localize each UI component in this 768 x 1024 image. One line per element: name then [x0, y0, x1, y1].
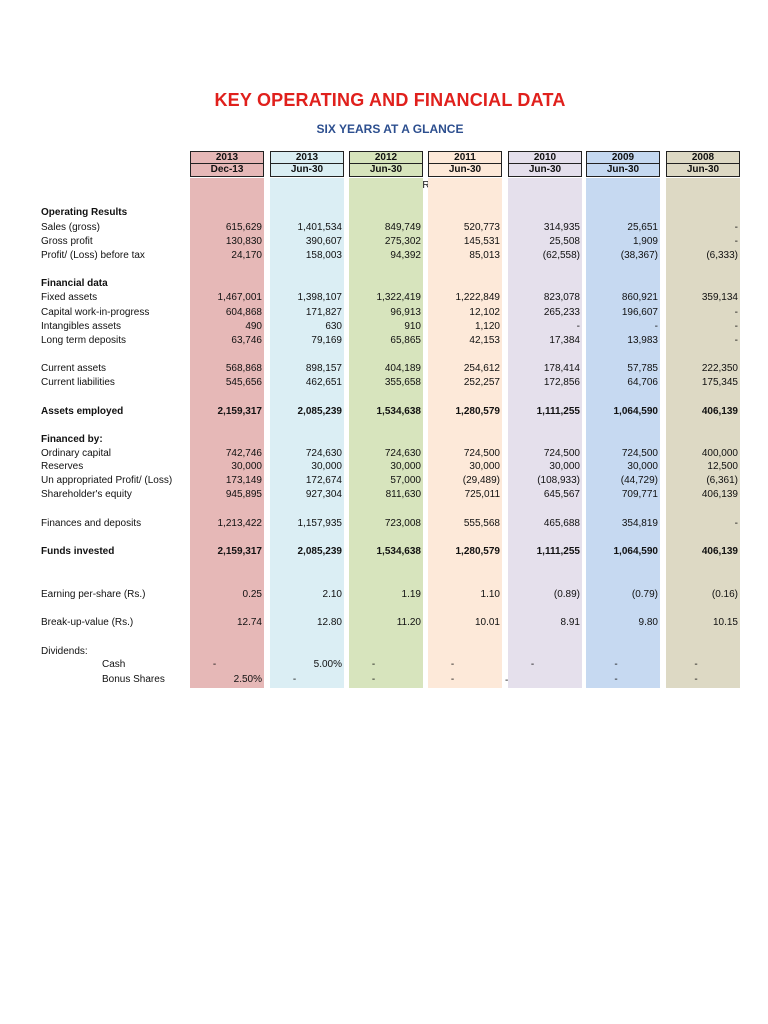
- table-cell: 604,868: [225, 307, 262, 318]
- table-cell: 860,921: [621, 292, 658, 303]
- table-cell: (6,361): [706, 475, 738, 486]
- table-cell: 173,149: [225, 475, 262, 486]
- table-cell: 252,257: [463, 377, 500, 388]
- table-cell: 25,651: [627, 222, 658, 233]
- row-label: Intangibles assets: [41, 321, 122, 332]
- table-cell: 175,345: [701, 377, 738, 388]
- column-period-4: Jun-30: [508, 164, 582, 177]
- table-cell: 0.25: [242, 589, 262, 600]
- table-cell: 13,983: [627, 335, 658, 346]
- table-cell: 10.15: [712, 617, 738, 628]
- table-cell: 1,213,422: [217, 518, 262, 529]
- row-label: Un appropriated Profit/ (Loss): [41, 475, 173, 486]
- table-cell: 462,651: [305, 377, 342, 388]
- table-cell: (6,333): [706, 250, 738, 261]
- table-cell: 630: [325, 321, 342, 332]
- table-cell: (0.79): [631, 589, 658, 600]
- table-cell: 2,159,317: [217, 546, 262, 557]
- table-cell: 945,895: [225, 489, 262, 500]
- table-cell: 404,189: [384, 363, 421, 374]
- table-cell: (0.89): [553, 589, 580, 600]
- column-year-0: 2013: [190, 151, 264, 164]
- column-period-3: Jun-30: [428, 164, 502, 177]
- row-label: Shareholder's equity: [41, 489, 132, 500]
- table-cell: -: [371, 674, 376, 685]
- row-label: Assets employed: [41, 406, 124, 417]
- table-cell: 42,153: [469, 335, 500, 346]
- table-cell: 9.80: [638, 617, 658, 628]
- table-cell: -: [734, 321, 738, 332]
- table-cell: -: [614, 674, 618, 685]
- table-cell: 63,746: [231, 335, 262, 346]
- table-cell: 1,280,579: [455, 406, 500, 417]
- row-label: Financed by:: [41, 434, 103, 445]
- row-label: Financial data: [41, 278, 108, 289]
- table-cell: 171,827: [305, 307, 342, 318]
- table-cell: -: [734, 307, 738, 318]
- table-cell: (44,729): [620, 475, 658, 486]
- row-label: Fixed assets: [41, 292, 98, 303]
- table-cell: -: [734, 335, 738, 346]
- column-period-1: Jun-30: [270, 164, 344, 177]
- table-cell: 465,688: [543, 518, 580, 529]
- table-cell: 30,000: [627, 461, 658, 472]
- table-cell: 1.19: [401, 589, 421, 600]
- table-cell: 555,568: [463, 518, 500, 529]
- table-cell: 354,819: [621, 518, 658, 529]
- table-cell: 2.10: [322, 589, 342, 600]
- table-cell: 94,392: [390, 250, 421, 261]
- table-cell: 724,500: [621, 448, 658, 459]
- page-subtitle: SIX YEARS AT A GLANCE: [316, 122, 464, 136]
- table-cell: 10.01: [474, 617, 500, 628]
- table-cell: 30,000: [231, 461, 262, 472]
- column-period-5: Jun-30: [586, 164, 660, 177]
- table-cell: 130,830: [225, 236, 262, 247]
- row-label: Profit/ (Loss) before tax: [41, 250, 145, 261]
- table-cell: 724,500: [543, 448, 580, 459]
- table-cell: 400,000: [701, 448, 738, 459]
- column-year-1: 2013: [270, 151, 344, 164]
- table-cell: 57,785: [627, 363, 658, 374]
- row-label: Earning per-share (Rs.): [41, 589, 146, 600]
- table-cell: 12.80: [316, 617, 342, 628]
- table-cell: 2,085,239: [297, 406, 342, 417]
- table-cell: 823,078: [543, 292, 580, 303]
- table-cell: 30,000: [390, 461, 421, 472]
- table-cell: 178,414: [543, 363, 580, 374]
- table-cell: 406,139: [701, 489, 738, 500]
- table-cell: 615,629: [225, 222, 262, 233]
- row-label: Reserves: [41, 461, 84, 472]
- table-cell: 1,401,534: [297, 222, 342, 233]
- column-year-4: 2010: [508, 151, 582, 164]
- table-cell: 1,064,590: [613, 406, 658, 417]
- table-cell: (0.16): [711, 589, 738, 600]
- table-cell: 30,000: [311, 461, 342, 472]
- table-cell: 8.91: [560, 617, 580, 628]
- table-cell: 1,111,255: [536, 406, 580, 417]
- row-label: Ordinary capital: [41, 448, 112, 459]
- table-cell: 11.20: [396, 617, 421, 628]
- table-cell: 2,085,239: [297, 546, 342, 557]
- row-label: Cash: [102, 659, 126, 670]
- table-cell: 12.74: [236, 617, 262, 628]
- table-cell: 1,064,590: [613, 546, 658, 557]
- row-label: Current assets: [41, 363, 107, 374]
- row-label: Sales (gross): [41, 222, 100, 233]
- table-cell: 1.10: [480, 589, 500, 600]
- table-cell: 1,111,255: [536, 546, 580, 557]
- table-cell: 79,169: [311, 335, 342, 346]
- table-cell: (29,489): [462, 475, 500, 486]
- table-cell: 25,508: [549, 236, 580, 247]
- table-cell: -: [734, 518, 738, 529]
- column-year-3: 2011: [428, 151, 502, 164]
- table-cell: -: [694, 659, 698, 670]
- table-cell: 96,913: [390, 307, 421, 318]
- table-cell: -: [371, 659, 376, 670]
- table-cell: 811,630: [385, 489, 421, 500]
- table-cell: 724,630: [384, 448, 421, 459]
- table-cell: 725,011: [464, 489, 500, 500]
- stray-dash: -: [505, 675, 509, 686]
- table-cell: 520,773: [463, 222, 500, 233]
- row-label: Gross profit: [41, 236, 93, 247]
- table-cell: 1,398,107: [297, 292, 342, 303]
- table-cell: 849,749: [384, 222, 421, 233]
- table-cell: 406,139: [701, 546, 738, 557]
- column-year-6: 2008: [666, 151, 740, 164]
- table-cell: 5.00%: [313, 659, 342, 670]
- table-cell: 1,280,579: [455, 546, 500, 557]
- table-cell: 57,000: [390, 475, 421, 486]
- table-cell: -: [734, 222, 738, 233]
- column-year-2: 2012: [349, 151, 423, 164]
- table-cell: 172,674: [305, 475, 342, 486]
- table-cell: 2,159,317: [217, 406, 262, 417]
- table-cell: 172,856: [543, 377, 580, 388]
- table-cell: 65,865: [390, 335, 421, 346]
- table-cell: 1,534,638: [376, 406, 421, 417]
- row-label: Bonus Shares: [102, 674, 165, 685]
- table-cell: 158,003: [305, 250, 342, 261]
- table-cell: 1,909: [632, 236, 658, 247]
- table-cell: 145,531: [463, 236, 500, 247]
- table-cell: -: [694, 674, 698, 685]
- table-cell: -: [734, 236, 738, 247]
- table-cell: 568,868: [225, 363, 262, 374]
- table-cell: 406,139: [701, 406, 738, 417]
- row-label: Capital work-in-progress: [41, 307, 150, 318]
- table-cell: 275,302: [384, 236, 421, 247]
- table-cell: 1,120: [474, 321, 500, 332]
- table-cell: 390,607: [305, 236, 342, 247]
- table-cell: (108,933): [537, 475, 580, 486]
- table-cell: -: [450, 659, 455, 670]
- table-cell: 723,008: [384, 518, 421, 529]
- table-cell: 910: [404, 321, 421, 332]
- column-period-6: Jun-30: [666, 164, 740, 177]
- table-cell: (62,558): [542, 250, 580, 261]
- table-cell: 1,157,935: [297, 518, 342, 529]
- table-cell: 85,013: [469, 250, 500, 261]
- table-cell: 1,322,419: [376, 292, 421, 303]
- table-cell: -: [530, 659, 535, 670]
- table-cell: 898,157: [305, 363, 342, 374]
- table-cell: 355,658: [384, 377, 421, 388]
- table-cell: 645,567: [543, 489, 580, 500]
- table-cell: 12,102: [469, 307, 500, 318]
- table-cell: 709,771: [621, 489, 658, 500]
- table-cell: 24,170: [231, 250, 262, 261]
- table-cell: 490: [245, 321, 262, 332]
- row-label: Dividends:: [41, 646, 88, 657]
- row-label: Long term deposits: [41, 335, 127, 346]
- row-label: Break-up-value (Rs.): [41, 617, 134, 628]
- table-cell: 1,534,638: [376, 546, 421, 557]
- table-cell: 724,630: [305, 448, 342, 459]
- column-year-5: 2009: [586, 151, 660, 164]
- table-cell: 265,233: [543, 307, 580, 318]
- column-period-2: Jun-30: [349, 164, 423, 177]
- table-cell: 30,000: [549, 461, 580, 472]
- table-cell: 927,304: [305, 489, 342, 500]
- table-cell: 17,384: [549, 335, 580, 346]
- table-cell: 222,350: [701, 363, 738, 374]
- table-cell: 64,706: [627, 377, 658, 388]
- table-cell: 1,222,849: [455, 292, 500, 303]
- table-cell: 254,612: [463, 363, 500, 374]
- column-period-0: Dec-13: [190, 164, 264, 177]
- table-cell: -: [292, 674, 297, 685]
- table-cell: -: [576, 321, 580, 332]
- row-label: Finances and deposits: [41, 518, 142, 529]
- page-title: KEY OPERATING AND FINANCIAL DATA: [214, 90, 566, 110]
- table-cell: -: [450, 674, 455, 685]
- table-cell: -: [212, 659, 217, 670]
- table-cell: -: [654, 321, 658, 332]
- table-cell: 1,467,001: [217, 292, 262, 303]
- table-cell: 742,746: [225, 448, 262, 459]
- table-cell: 12,500: [707, 461, 738, 472]
- table-cell: 724,500: [463, 448, 500, 459]
- table-cell: 545,656: [225, 377, 262, 388]
- table-cell: 30,000: [469, 461, 500, 472]
- table-cell: 359,134: [701, 292, 738, 303]
- row-label: Operating Results: [41, 207, 128, 218]
- row-label: Funds invested: [41, 546, 115, 557]
- table-cell: (38,367): [620, 250, 658, 261]
- table-cell: 2.50%: [233, 674, 262, 685]
- table-cell: 196,607: [621, 307, 658, 318]
- table-cell: -: [614, 659, 618, 670]
- table-cell: 314,935: [543, 222, 580, 233]
- row-label: Current liabilities: [41, 377, 115, 388]
